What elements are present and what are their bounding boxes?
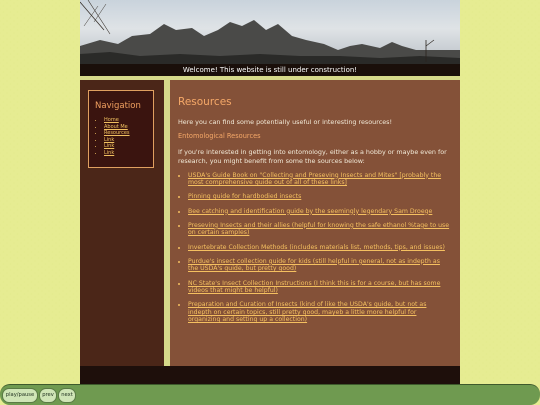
resource-link-preserving-insects[interactable]: Preseving Insects and their allies (helpful for knowing the safe ethanol %tage to use on certain samples) [188,221,450,237]
resource-link-nc-state[interactable]: NC State's Insect Collection Instructions (I think this is for a course, but has some videos that might be helpful) [188,279,441,295]
prev-button[interactable]: prev [39,388,57,403]
section-paragraph: If you're interested in getting into entomology, either as a hobby or maybe even for research, you might benefit from some the sources below: [178,148,447,165]
nav-item-link-2 [104,143,153,150]
resource-list [178,172,450,324]
content-panel [170,80,460,366]
page-title: Resources [178,96,232,108]
nav-item-link-1 [104,137,153,144]
nav-link-3[interactable]: Link [104,149,115,156]
next-button[interactable]: next [58,388,76,403]
navigation-list [95,117,153,157]
navigation-box [88,90,154,168]
intro-text: Here you can find some potentially useful or interesting resources! [178,118,393,126]
resource-link-pinning-guide[interactable]: Pinning guide for hardbodied insects [188,193,302,201]
resource-item [188,244,450,252]
resource-item [188,193,450,201]
navigation-title: Navigation [95,101,141,111]
sidebar [80,80,164,366]
resource-item [188,301,450,324]
nav-link-1[interactable]: Link [104,136,115,143]
nav-item-about-me [104,124,153,131]
main-area [80,76,460,366]
resource-link-collection-methods[interactable]: Invertebrate Collection Methods (includes materials list, methods, tips, and issues) [188,243,445,251]
nav-item-resources [104,130,153,137]
resource-link-purdue-guide[interactable]: Purdue's insect collection guide for kids (still helpful in general, not as indepth as the USDA's guide, but pretty good) [188,257,440,273]
resource-item [188,222,450,237]
nav-link-resources[interactable]: Resources [104,130,130,137]
header-banner-image [80,0,460,64]
resource-link-bee-guide[interactable]: Bee catching and identification guide by the seemingly legendary Sam Droege [188,207,433,215]
section-subheading: Entomological Resources [178,132,261,140]
resource-item [188,172,450,187]
play-pause-button[interactable]: play/pause [2,388,38,403]
resource-item [188,258,450,273]
music-player-bar [0,384,540,405]
footer-bar [80,366,460,384]
nav-item-home [104,117,153,124]
nav-item-link-3 [104,150,153,157]
resource-item [188,280,450,295]
nav-link-2[interactable]: Link [104,143,115,150]
resource-item [188,208,450,216]
mountain-landscape-image [80,0,460,64]
resource-link-usda-guide[interactable]: USDA's Guide Book on "Collecting and Preseving Insects and Mites" [probably the most comprehensive guide out of all of these links] [188,171,442,187]
nav-link-about-me[interactable]: About Me [104,123,128,130]
nav-link-home[interactable]: Home [104,117,119,123]
page [80,0,460,405]
construction-notice: Welcome! This website is still under construction! [80,64,460,76]
resource-link-preparation-curation[interactable]: Preparation and Curation of Insects (kind of like the USDA's guide, but not as indepth on certain topics, still pretty good, mayeb a little more helpful for organizing and setting up a collection) [188,301,427,324]
